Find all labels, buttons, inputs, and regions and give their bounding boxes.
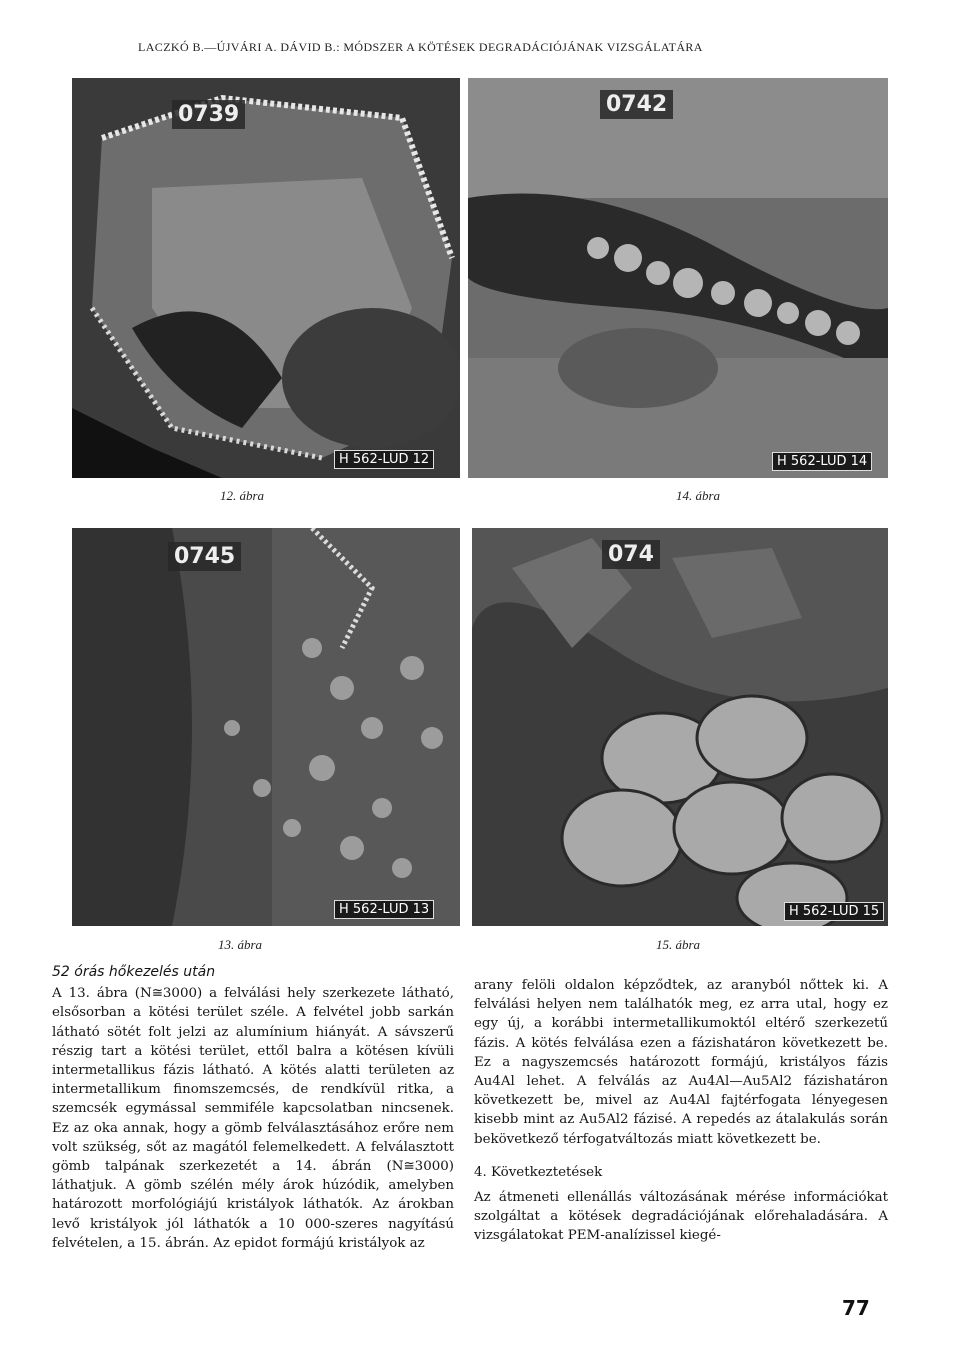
figure-caption: 12. ábra [220, 488, 265, 503]
figure-caption: 13. ábra [218, 937, 263, 952]
sem-micrograph-code: 0745 [168, 542, 241, 571]
sem-specimen-label: H 562-LUD 12 [334, 450, 434, 469]
body-paragraph: arany felöli oldalon képződtek, az aranyból nőttek ki. A felválási helyen nem találhatók meg, ez arra utal, hogy ez egy új, a korábbi intermetallikumoktól eltérő szerkezetű fázis. A kötés felválása ezen a fázishatáron következett be. Ez a nagyszemcsés határozott formájú, kristályos fázis Au4Al lehet. A felválás az Au4Al—Au5Al2 fázishatáron következett be, mivel az Au4Al fajtérfogata lényegesen kisebb mint az Au5Al2 fázisé. A repedés az átalakulás során bekövetkező térfogatváltozás miatt következett be. [474, 978, 888, 1147]
page-number: 77 [842, 1296, 870, 1320]
sem-texture [72, 528, 460, 926]
sem-micrograph-code: 074 [602, 540, 660, 569]
left-text-column [52, 963, 454, 1253]
sem-image-fig13 [72, 528, 460, 926]
running-head: LACZKÓ B.—ÚJVÁRI A. DÁVID B.: MÓDSZER A KÖTÉSEK DEGRADÁCIÓJÁNAK VIZSGÁLATÁRA [138, 40, 703, 54]
sem-specimen-label: H 562-LUD 15 [784, 902, 884, 921]
sem-texture [72, 78, 460, 478]
sem-image-fig14 [468, 78, 888, 478]
sem-micrograph-code: 0739 [172, 100, 245, 129]
section-heading: 4. Következtetések [474, 1164, 603, 1180]
sem-image-fig12 [72, 78, 460, 478]
sem-specimen-label: H 562-LUD 13 [334, 900, 434, 919]
sem-specimen-label: H 562-LUD 14 [772, 452, 872, 471]
sem-texture [468, 78, 888, 478]
right-text-column [474, 976, 888, 1246]
subheading: 52 órás hőkezelés után [52, 964, 216, 980]
figure-caption: 14. ábra [676, 488, 721, 503]
sem-micrograph-code: 0742 [600, 90, 673, 119]
body-paragraph: A 13. ábra (N≅3000) a felválási hely szerkezete látható, elsősorban a kötési terület széle. A felvétel jobb sarkán látható sötét folt jelzi az alumínium hiányát. A sávszerű részig tart a kötési terület, ettől balra a kötésen kívüli intermetallikus fázis látható. A kötés alatti területen az intermetallikum finomszemcsés, de rendkívül ritka, a szemcsék egymással semmiféle kapcsolatban nincsenek. Ez az oka annak, hogy a gömb felválasztásához erőre nem volt szükség, sőt az magától felemelkedett. A felválasztott gömb talpának szerkezetét a 14. ábrán (N≅3000) láthatjuk. A gömb szélén mély árok húzódik, amelyben határozott morfológiájú kristályok láthatók. Az árokban levő kristályok jól láthatók a 10 000-szeres nagyítású felvételen, a 15. ábrán. Az epidot formájú kristályok az [52, 986, 454, 1251]
sem-texture [472, 528, 888, 926]
sem-image-fig15 [472, 528, 888, 926]
body-paragraph: Az átmeneti ellenállás változásának mérése információkat szolgáltat a kötések degradációjának előrehaladására. A vizsgálatokat PEM-analízissel kiegé- [474, 1190, 888, 1244]
figure-caption: 15. ábra [656, 937, 701, 952]
